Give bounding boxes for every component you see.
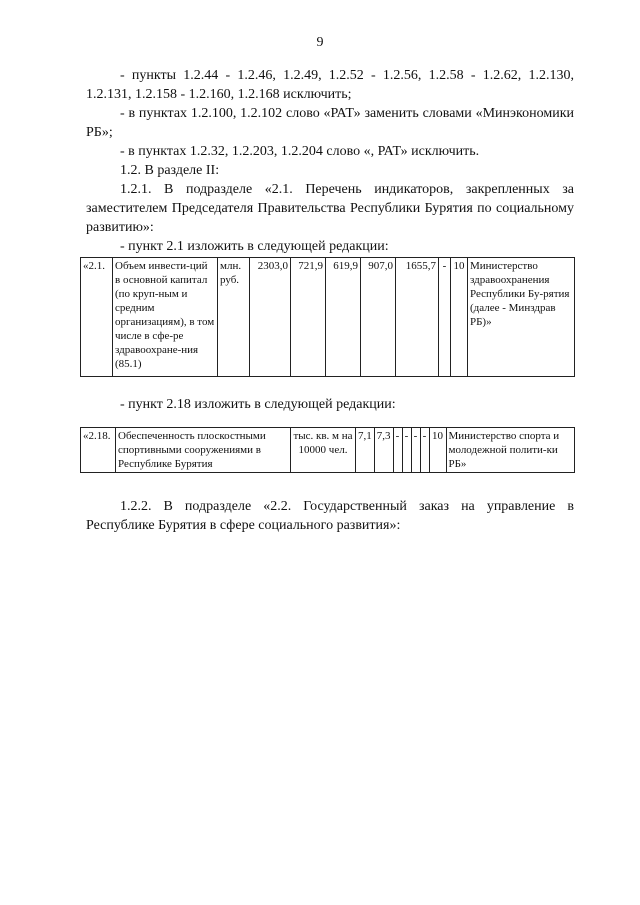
indicator-table-2-1 (80, 257, 575, 377)
cell-value: 10 (451, 258, 468, 377)
cell-value: 2303,0 (250, 258, 291, 377)
body-text-bottom (86, 497, 574, 535)
cell-indicator-name: Объем инвести-ций в основной капитал (по круп-ным и средним организациям), в том числе в сфе-ре здравоохране-ния (85.1) (113, 258, 218, 377)
paragraph-subsection-2-1: 1.2.1. В подразделе «2.1. Перечень индикаторов, закрепленных за заместителем Председателя Правительства Республики Бурятия по социальному развитию»: (86, 182, 574, 235)
cell-value: 7,1 (356, 428, 375, 473)
paragraph-section-2: 1.2. В разделе II: (120, 163, 220, 178)
table-row (81, 428, 575, 473)
cell-value: 10 (429, 428, 446, 473)
cell-value: 907,0 (361, 258, 396, 377)
cell-value: - (439, 258, 451, 377)
cell-responsible: Министерство спорта и молодежной полити-ки РБ» (446, 428, 575, 473)
table-row (81, 258, 575, 377)
cell-indicator-name: Обеспеченность плоскостными спортивными сооружениями в Республике Бурятия (116, 428, 291, 473)
body-text-middle (86, 395, 574, 414)
indicator-table-2-18 (80, 427, 575, 473)
cell-value: - (411, 428, 420, 473)
paragraph-replace-rat: - в пунктах 1.2.100, 1.2.102 слово «РАТ» заменить словами «Минэкономики РБ»; (86, 106, 574, 140)
cell-value: 7,3 (374, 428, 393, 473)
body-text-top (86, 66, 574, 256)
paragraph-subsection-2-2: 1.2.2. В подразделе «2.2. Государственный заказ на управление в Республике Бурятия в сфере социального развития»: (86, 499, 574, 533)
cell-value: - (402, 428, 411, 473)
cell-unit: млн. руб. (218, 258, 250, 377)
cell-value: - (393, 428, 402, 473)
paragraph-item-2-1: - пункт 2.1 изложить в следующей редакции: (120, 239, 389, 254)
paragraph-item-2-18: - пункт 2.18 изложить в следующей редакции: (120, 397, 396, 412)
cell-value: 721,9 (291, 258, 326, 377)
cell-value: 619,9 (326, 258, 361, 377)
cell-number: «2.18. (81, 428, 116, 473)
cell-number: «2.1. (81, 258, 113, 377)
paragraph-exclusions: - пункты 1.2.44 - 1.2.46, 1.2.49, 1.2.52 - 1.2.56, 1.2.58 - 1.2.62, 1.2.130, 1.2.131, 1.2.158 - 1.2.160, 1.2.168 исключить; (86, 68, 574, 102)
cell-responsible: Министерство здравоохранения Республики Бу-рятия (далее - Минздрав РБ)» (468, 258, 575, 377)
cell-value: 1655,7 (396, 258, 439, 377)
paragraph-remove-rat: - в пунктах 1.2.32, 1.2.203, 1.2.204 слово «, РАТ» исключить. (120, 144, 480, 159)
cell-value: - (420, 428, 429, 473)
page-number: 9 (316, 35, 324, 50)
cell-unit: тыс. кв. м на 10000 чел. (291, 428, 356, 473)
